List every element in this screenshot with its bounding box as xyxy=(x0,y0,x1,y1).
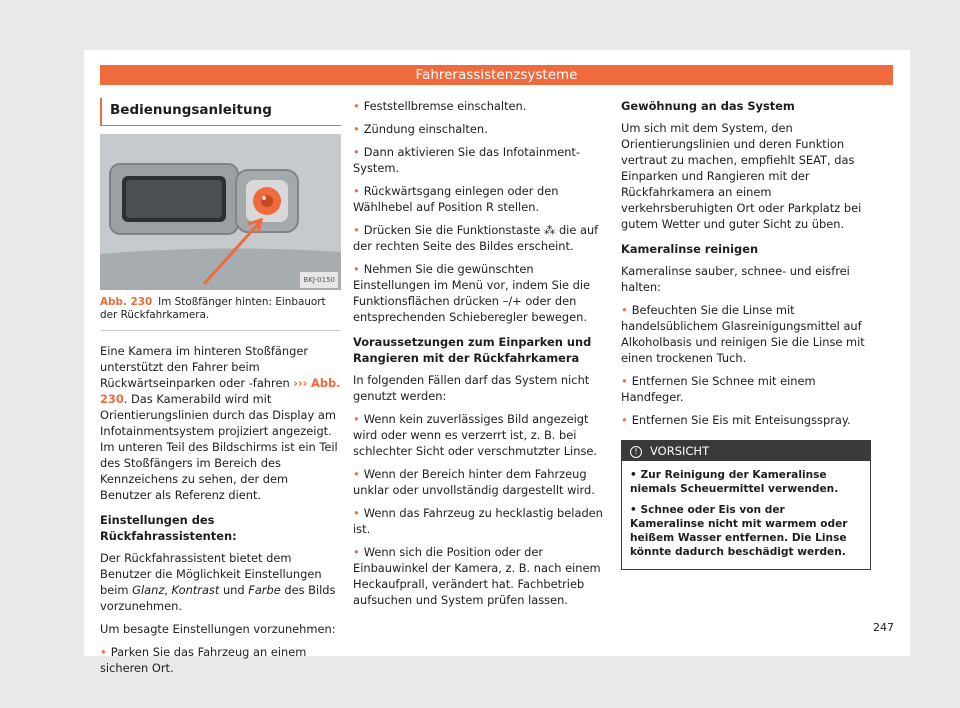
figure-caption xyxy=(100,296,341,331)
list-item: • Wenn kein zuverlässiges Bild angezeigt wird oder wenn es verzerrt ist, z. B. bei schlechter Sicht oder verschmutzter Linse. xyxy=(353,411,603,459)
steps-intro: Um besagte Einstellungen vorzunehmen: xyxy=(100,622,336,636)
list-item: • Drücken Sie die Funktionstaste ⁂ die auf der rechten Seite des Bildes erscheint. xyxy=(353,222,603,254)
list-item: • Entfernen Sie Eis mit Enteisungsspray. xyxy=(621,412,871,428)
section-title: Bedienungsanleitung xyxy=(100,98,341,126)
list-item: • Dann aktivieren Sie das Infotainment-System. xyxy=(353,144,603,176)
figure-code: BKJ-0150 xyxy=(300,272,338,288)
reference-arrow: ››› xyxy=(293,376,308,390)
column-middle xyxy=(353,98,603,615)
column-left xyxy=(100,98,341,683)
list-item: • Zündung einschalten. xyxy=(353,121,603,137)
list-item: • Wenn das Fahrzeug zu hecklastig beladen ist. xyxy=(353,505,603,537)
caution-title: VORSICHT xyxy=(650,444,710,458)
manual-page xyxy=(84,50,910,675)
lens-heading: Kameralinse reinigen xyxy=(621,242,759,256)
caution-box xyxy=(621,440,871,570)
list-item: • Parken Sie das Fahrzeug an einem sicheren Ort. xyxy=(100,644,341,676)
caption-text: Im Stoßfänger hinten: Einbauort der Rückfahrkamera. xyxy=(100,296,326,321)
figure-link[interactable]: Abb. 230 xyxy=(100,376,341,406)
list-item: • Wenn der Bereich hinter dem Fahrzeug unklar oder unvollständig dargestellt wird. xyxy=(353,466,603,498)
caution-item: • Schnee oder Eis von der Kameralinse nicht mit warmem oder heißem Wasser entfernen. Die Linse könnte dadurch beschädigt werden. xyxy=(630,504,848,558)
settings-heading: Einstellungen des Rückfahrassistenten: xyxy=(100,513,237,543)
list-item: • Rückwärtsgang einlegen oder den Wählhebel auf Position R stellen. xyxy=(353,183,603,215)
column-right xyxy=(621,98,871,570)
requirements-intro: In folgenden Fällen darf das System nicht genutzt werden: xyxy=(353,373,590,403)
list-item: • Feststellbremse einschalten. xyxy=(353,98,603,114)
intro-paragraph: Eine Kamera im hinteren Stoßfänger unterstützt den Fahrer beim Rückwärtseinparken oder -fahren ››› Abb. 230. Das Kamerabild wird mit Orientierungslinien durch das Display am Infotainmentsystem projiziert angezeigt. Im unteren Teil des Bildschirms ist ein Teil des Stoßfängers im Bereich des Kennzeichens zu sehen, der dem Benutzer als Referenz dient. xyxy=(100,344,341,502)
habit-heading: Gewöhnung an das System xyxy=(621,99,795,113)
settings-paragraph: Der Rückfahrassistent bietet dem Benutzer die Möglichkeit Einstellungen beim Glanz, Kontrast und Farbe des Bilds vorzunehmen. xyxy=(100,551,336,613)
requirements-heading: Voraussetzungen zum Einparken und Rangieren mit der Rückfahrkamera xyxy=(353,335,592,365)
caution-item: • Zur Reinigung der Kameralinse niemals Scheuermittel verwenden. xyxy=(630,469,839,495)
list-item: • Befeuchten Sie die Linse mit handelsüblichem Glasreinigungsmittel auf Alkoholbasis und reinigen Sie die Linse mit einen trockenen Tuch. xyxy=(621,302,871,366)
page-number: 247 xyxy=(873,621,894,634)
bumper-illustration xyxy=(100,134,341,290)
caution-header xyxy=(622,441,870,461)
chapter-header: Fahrerassistenzsysteme xyxy=(100,65,893,85)
list-item: • Nehmen Sie die gewünschten Einstellungen im Menü vor, indem Sie die Funktionsflächen drücken –/+ oder den entsprechenden Schieberegler bewegen. xyxy=(353,261,603,325)
habit-paragraph: Um sich mit dem System, den Orientierungslinien und deren Funktion vertraut zu machen, empfiehlt SEAT, das Einparken und Rangieren mit der Rückfahrkamera an einem verkehrsberuhigten Ort oder Parkplatz bei gutem Wetter und guter Sicht zu üben. xyxy=(621,121,862,231)
warning-icon: ! xyxy=(630,446,642,458)
rear-bumper-camera-figure xyxy=(100,134,341,290)
caution-body xyxy=(622,461,870,569)
list-item: • Wenn sich die Position oder der Einbauwinkel der Kamera, z. B. nach einem Heckaufprall, verändert hat. Fachbetrieb aufsuchen und System prüfen lassen. xyxy=(353,544,603,608)
lens-paragraph: Kameralinse sauber, schnee- und eisfrei halten: xyxy=(621,264,850,294)
list-item: • Entfernen Sie Schnee mit einem Handfeger. xyxy=(621,373,871,405)
caption-label: Abb. 230 xyxy=(100,296,153,308)
